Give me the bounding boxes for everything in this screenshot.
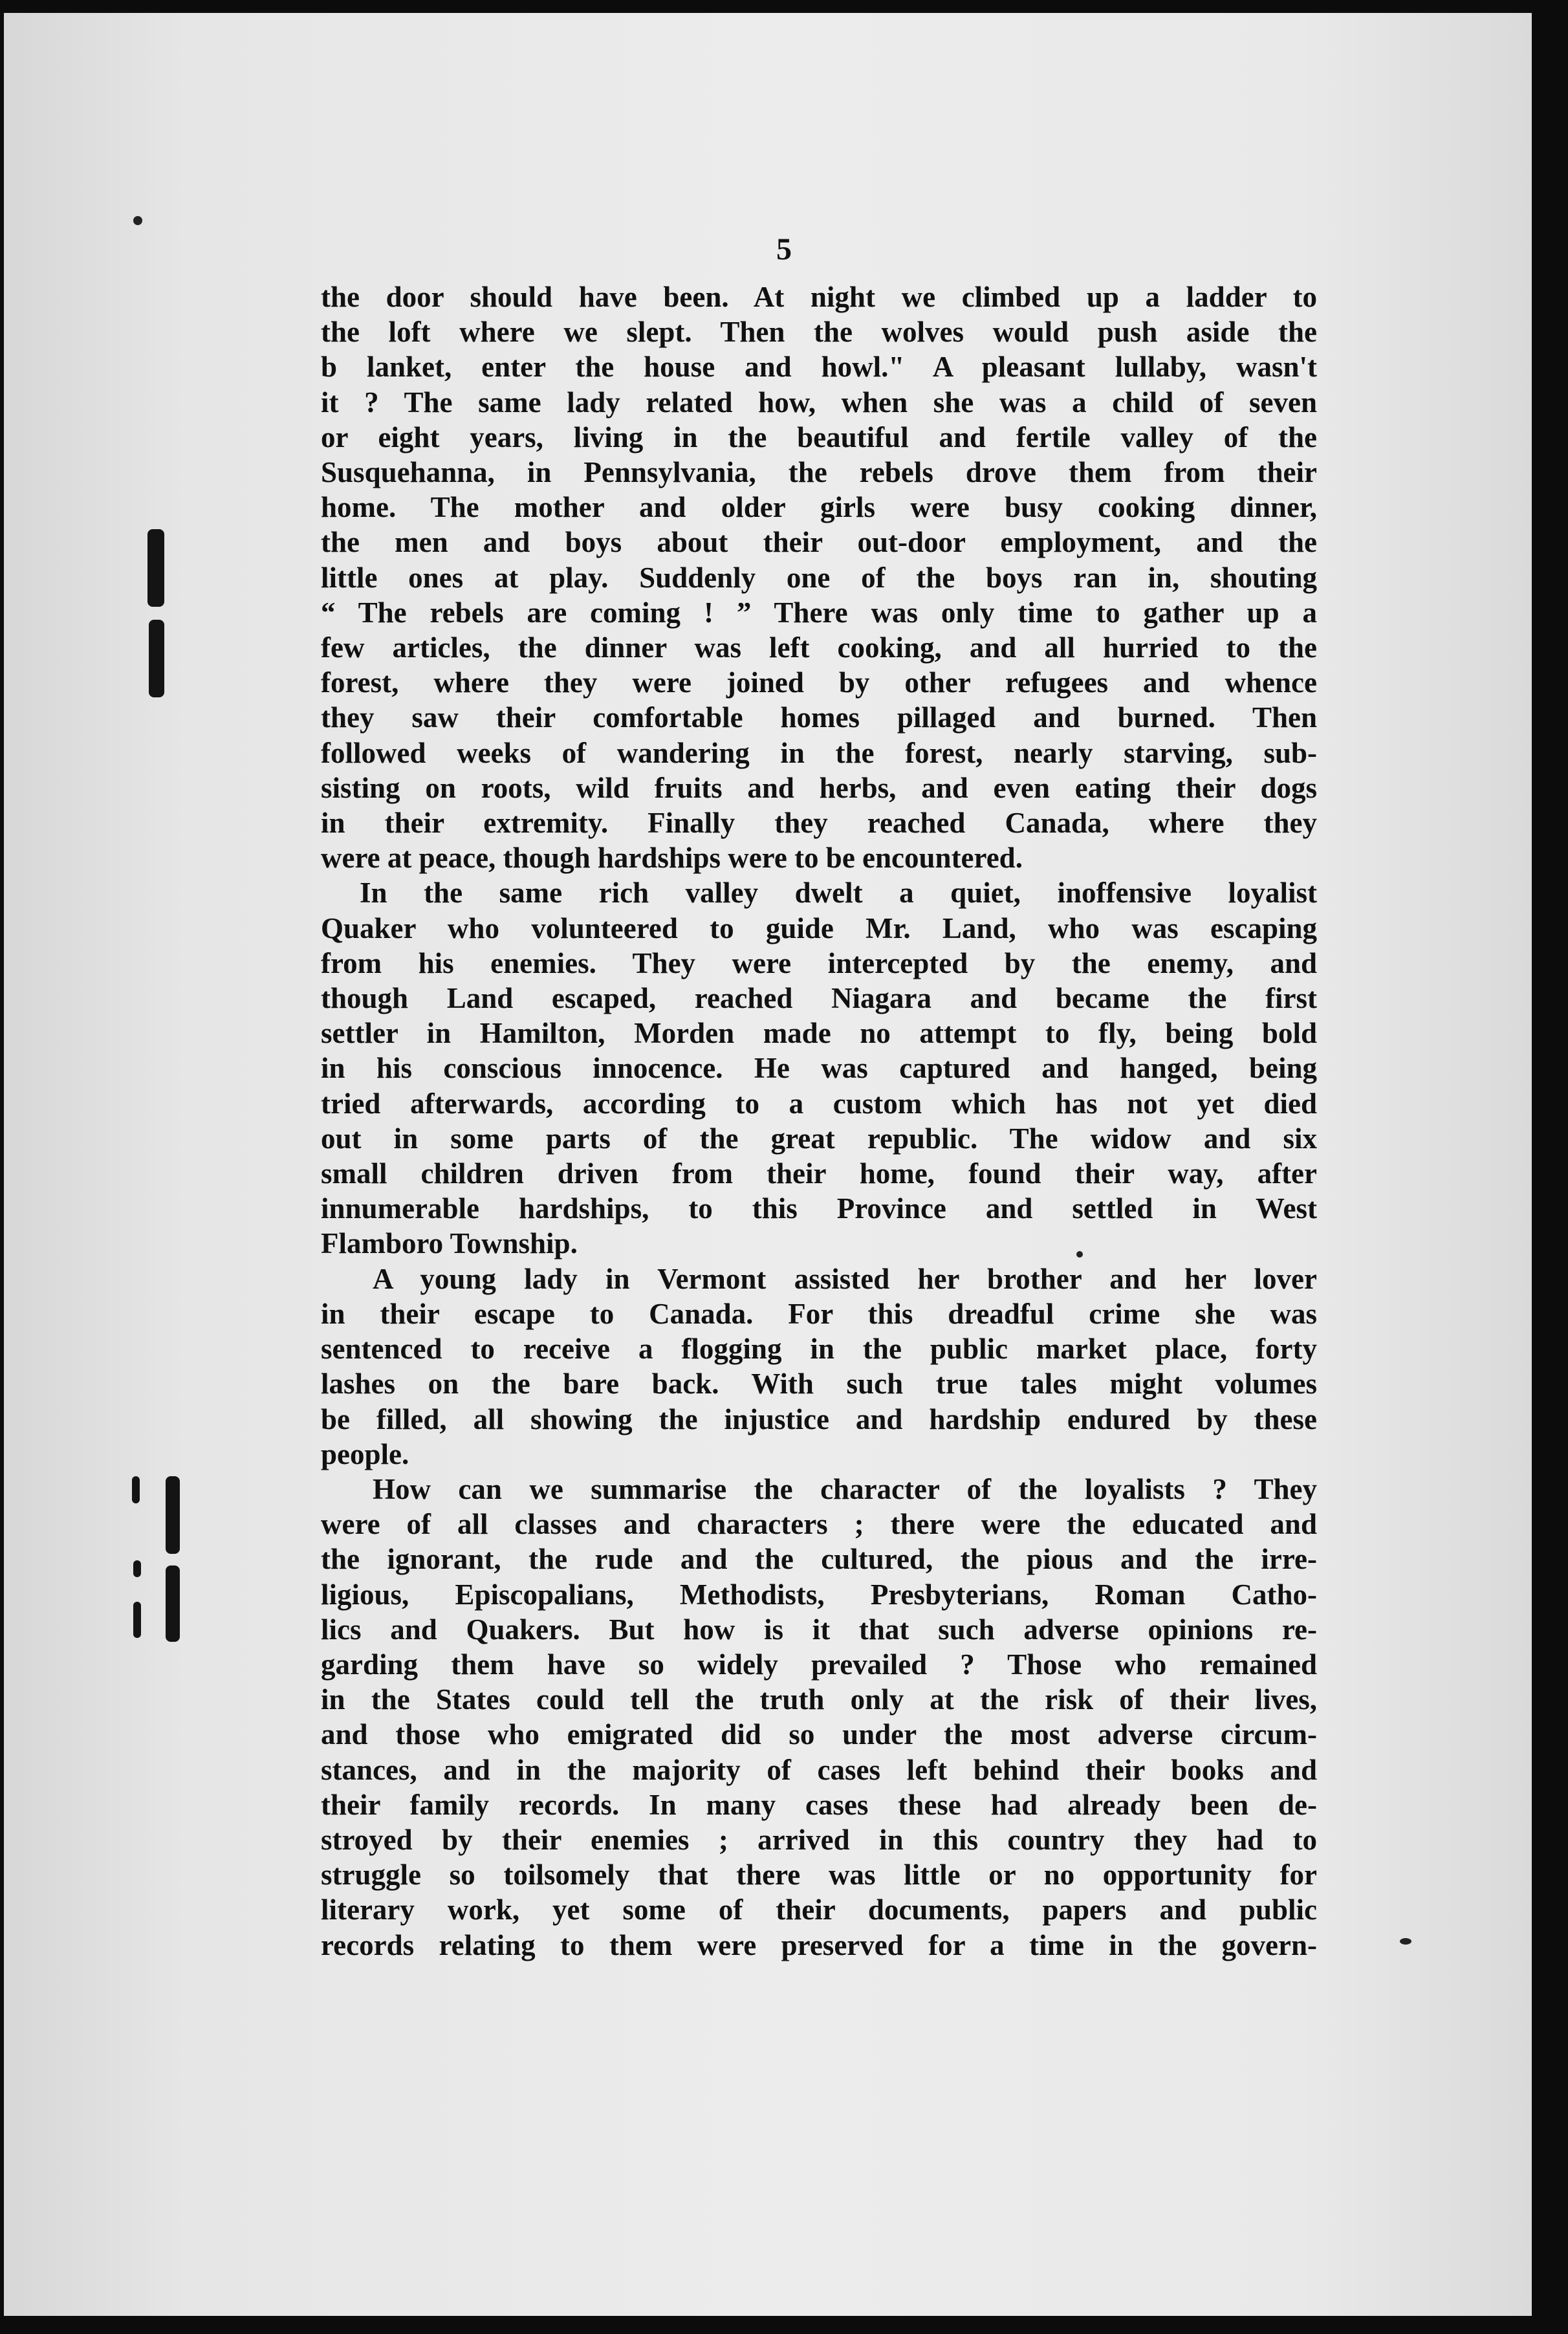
text-line: in their extremity. Finally they reached Canada, where they — [321, 807, 1317, 840]
text-line: it ? The same lady related how, when she was a child of seven — [321, 386, 1317, 419]
text-line: out in some parts of the great republic. The widow and six — [321, 1122, 1317, 1155]
paragraph — [321, 1472, 1317, 1963]
text-line: in his conscious innocence. He was captured and hanged, being — [321, 1052, 1317, 1085]
paragraph — [321, 875, 1317, 1261]
scan-speck — [1400, 1938, 1411, 1945]
binding-mark — [133, 1602, 141, 1638]
text-line: “ The rebels are coming ! ” There was only time to gather up a — [321, 596, 1317, 629]
text-line: people. — [321, 1437, 409, 1470]
page-number: 5 — [776, 232, 792, 267]
body-text — [321, 279, 1317, 1963]
text-line: the ignorant, the rude and the cultured, the pious and the irre- — [321, 1543, 1317, 1576]
text-line: b lanket, enter the house and howl." A pleasant lullaby, wasn't — [321, 351, 1317, 384]
text-line: in the States could tell the truth only at the risk of their lives, — [321, 1683, 1317, 1716]
binding-mark — [147, 529, 164, 607]
text-line: the door should have been. At night we climbed up a ladder to — [321, 281, 1317, 313]
text-line: be filled, all showing the injustice and hardship endured by these — [321, 1402, 1317, 1435]
binding-mark — [132, 1476, 140, 1503]
text-line: sentenced to receive a flogging in the public market place, forty — [321, 1333, 1317, 1366]
text-line: and those who emigrated did so under the most adverse circum- — [321, 1718, 1317, 1751]
paragraph — [321, 279, 1317, 875]
text-line: little ones at play. Suddenly one of the boys ran in, shouting — [321, 561, 1317, 594]
text-line: in their escape to Canada. For this dreadful crime she was — [321, 1297, 1317, 1330]
text-line: stroyed by their enemies ; arrived in this country they had to — [321, 1823, 1317, 1856]
binding-mark — [166, 1476, 180, 1554]
text-line: followed weeks of wandering in the forest, nearly starving, sub- — [321, 736, 1317, 769]
text-line: Susquehanna, in Pennsylvania, the rebels drove them from their — [321, 456, 1317, 489]
text-line: small children driven from their home, found their way, after — [321, 1157, 1317, 1190]
text-line: innumerable hardships, to this Province and settled in West — [321, 1192, 1317, 1225]
text-line: home. The mother and older girls were busy cooking dinner, — [321, 491, 1317, 524]
text-line: How can we summarise the character of the loyalists ? They — [373, 1472, 1317, 1505]
text-line: from his enemies. They were intercepted by the enemy, and — [321, 946, 1317, 979]
text-line: they saw their comfortable homes pillaged and burned. Then — [321, 701, 1317, 734]
text-line: or eight years, living in the beautiful and fertile valley of the — [321, 420, 1317, 453]
text-line: lashes on the bare back. With such true tales might volumes — [321, 1368, 1317, 1401]
paragraph — [321, 1261, 1317, 1472]
text-line: settler in Hamilton, Morden made no attempt to fly, being bold — [321, 1017, 1317, 1050]
text-line: though Land escaped, reached Niagara and became the first — [321, 982, 1317, 1015]
text-line: lics and Quakers. But how is it that such adverse opinions re- — [321, 1613, 1317, 1646]
text-line: their family records. In many cases these had already been de- — [321, 1788, 1317, 1821]
text-line: garding them have so widely prevailed ? Those who remained — [321, 1648, 1317, 1681]
text-line: were at peace, though hardships were to be encountered. — [321, 842, 1023, 875]
text-line: records relating to them were preserved for a time in the govern- — [321, 1928, 1317, 1961]
text-line: the men and boys about their out-door employment, and the — [321, 526, 1317, 559]
text-line: A young lady in Vermont assisted her brother and her lover — [373, 1262, 1317, 1295]
scan-edge-shadow — [1532, 0, 1568, 2334]
text-line: literary work, yet some of their documents, papers and public — [321, 1893, 1317, 1926]
scan-speck — [133, 216, 142, 225]
text-line: the loft where we slept. Then the wolves would push aside the — [321, 316, 1317, 349]
text-line: forest, where they were joined by other refugees and whence — [321, 666, 1317, 699]
text-line: Flamboro Township. — [321, 1227, 578, 1260]
text-line: ligious, Episcopalians, Methodists, Presbyterians, Roman Catho- — [321, 1578, 1317, 1611]
binding-mark — [149, 620, 164, 697]
text-line: were of all classes and characters ; there were the educated and — [321, 1508, 1317, 1541]
text-line: few articles, the dinner was left cooking, and all hurried to the — [321, 631, 1317, 664]
text-line: sisting on roots, wild fruits and herbs, and even eating their dogs — [321, 771, 1317, 804]
text-line: Quaker who volunteered to guide Mr. Land, who was escaping — [321, 911, 1317, 944]
text-line: struggle so toilsomely that there was little or no opportunity for — [321, 1859, 1317, 1892]
binding-mark — [133, 1560, 141, 1577]
binding-mark — [166, 1565, 180, 1642]
text-line: tried afterwards, according to a custom which has not yet died — [321, 1087, 1317, 1120]
text-line: stances, and in the majority of cases left behind their books and — [321, 1753, 1317, 1786]
text-line: In the same rich valley dwelt a quiet, inoffensive loyalist — [360, 877, 1317, 910]
